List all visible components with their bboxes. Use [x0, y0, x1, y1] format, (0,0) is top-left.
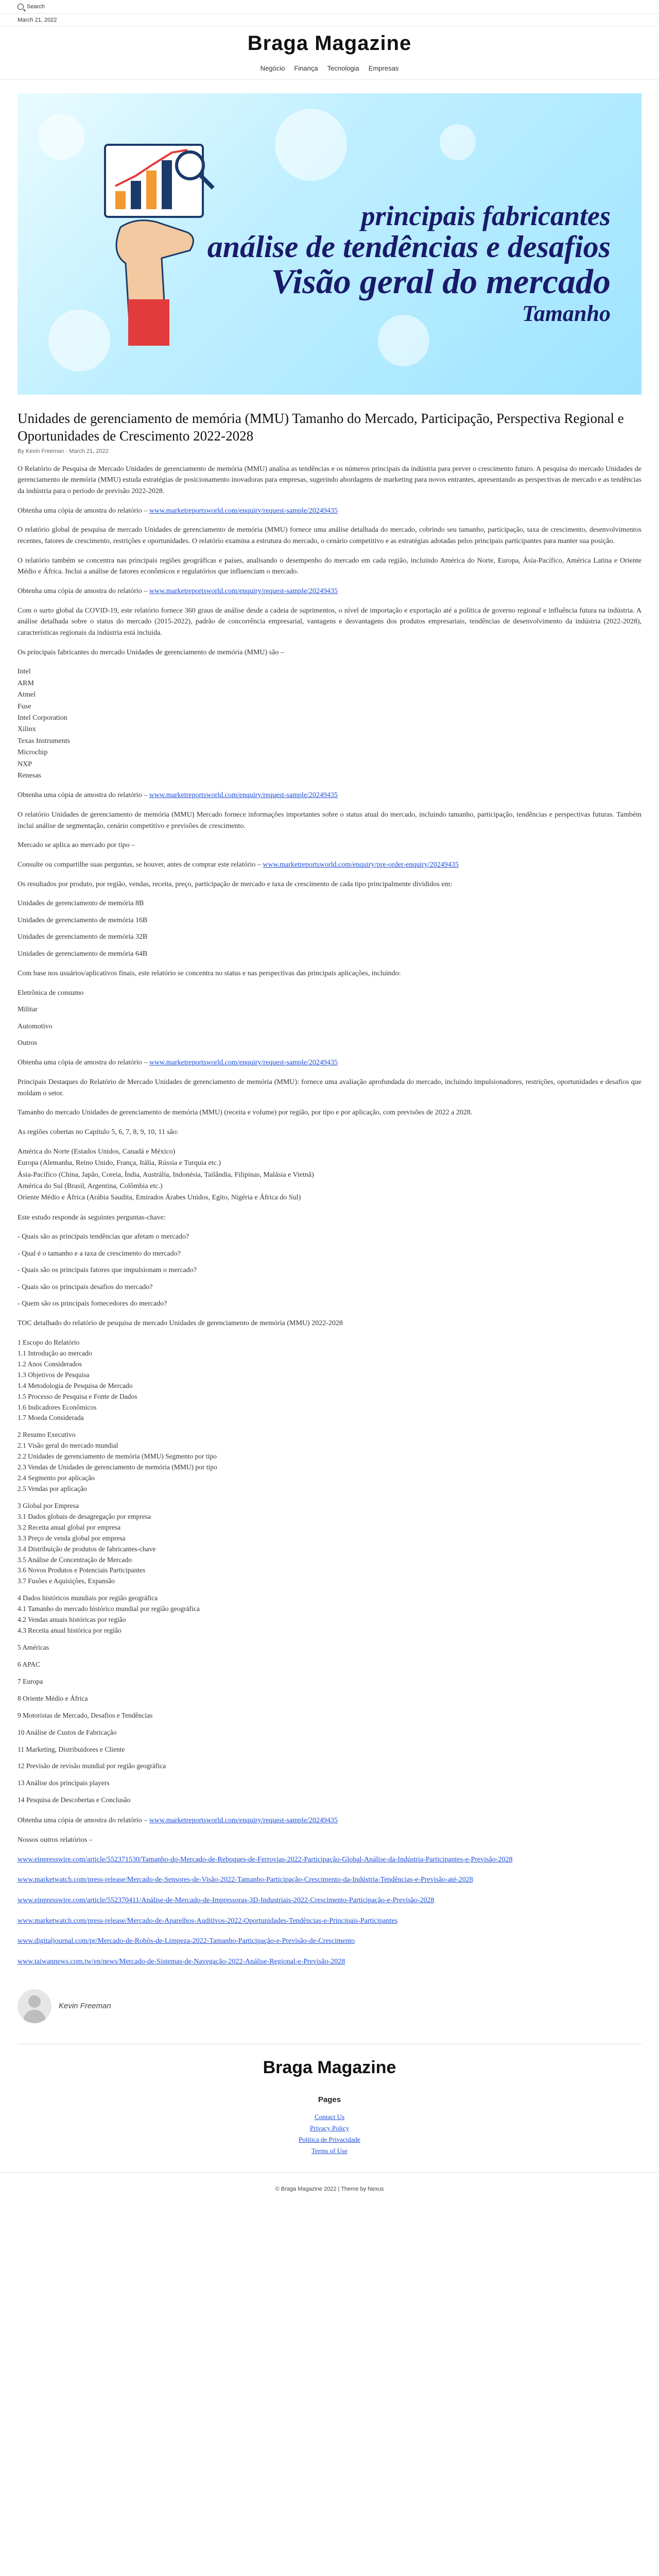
- toc-item: 14 Pesquisa de Descobertas e Conclusão: [18, 1796, 131, 1804]
- current-date: March 21, 2022: [18, 17, 57, 23]
- toc-item: 5 Américas: [18, 1643, 49, 1651]
- toc-item: 4.1 Tamanho do mercado histórico mundial por região geográfica: [18, 1605, 200, 1613]
- sample-request-link[interactable]: www.marketreportsworld.com/enquiry/request-sample/20249435: [149, 1817, 338, 1825]
- toc-item: 1.4 Metodologia de Pesquisa de Mercado: [18, 1381, 133, 1389]
- search-icon[interactable]: [18, 4, 24, 10]
- toc-item: 1.2 Anos Considerados: [18, 1360, 82, 1368]
- nav-item-tecnologia[interactable]: Tecnologia: [327, 64, 359, 72]
- footer-link-privacy[interactable]: Privacy Policy: [309, 2124, 350, 2132]
- sample-request-text: Obtenha uma cópia de amostra do relatório –: [18, 587, 148, 595]
- article-paragraph: Os principais fabricantes do mercado Unidades de gerenciamento de memória (MMU) são –: [18, 648, 284, 656]
- toc-item: 12 Previsão de revisão mundial por região geográfica: [18, 1762, 166, 1770]
- list-item: - Quais são os principais desafios do mercado?: [18, 1283, 153, 1291]
- toc-item: 3.1 Dados globais de desagregação por empresa: [18, 1512, 151, 1520]
- list-item: Unidades de gerenciamento de memória 64B: [18, 950, 148, 958]
- list-item: Intel: [18, 668, 31, 676]
- manufacturers-list: [18, 666, 641, 782]
- article-byline: By Kevin Freeman · March 21, 2022: [18, 448, 109, 454]
- article-paragraph: Mercado se aplica ao mercado por tipo –: [18, 841, 135, 850]
- nav-item-financa[interactable]: Finança: [294, 64, 318, 72]
- hero-text: [207, 201, 611, 326]
- site-header: [0, 27, 659, 59]
- author-box: [18, 1983, 641, 2044]
- footer-pages-heading: Pages: [318, 2095, 341, 2104]
- enquiry-link[interactable]: www.marketreportsworld.com/enquiry/pre-order-enquiry/20249435: [263, 861, 459, 869]
- report-link[interactable]: www.taiwannews.com.tw/en/news/Mercado-de-Sistemas-de-Navegação-2022-Análise-Regional-e-Previsão-2028: [18, 1958, 345, 1965]
- report-link[interactable]: www.marketwatch.com/press-release/Mercado-de-Aparelhos-Auditivos-2022-Oportunidades-Tendências-e-Principais-Participantes: [18, 1917, 398, 1925]
- toc-item: 10 Análise de Custos de Fabricação: [18, 1728, 117, 1736]
- toc-item: 11 Marketing, Distribuidores e Cliente: [18, 1745, 125, 1753]
- sample-request-line: [18, 1057, 641, 1069]
- sample-request-text: Obtenha uma cópia de amostra do relatório –: [18, 506, 148, 515]
- article-paragraph: O relatório também se concentra nas principais regiões geográficas e países, analisando o desempenho do mercado em cada região, incluindo América do Norte, Europa, Ásia-Pacífico, América Latina e Oriente Médio e África. Inclui a análise de fatores econômicos e regulatórios que influenciam o mercado.: [18, 556, 641, 576]
- top-bar: [0, 0, 659, 14]
- toc-item: 4.2 Vendas anuais históricas por região: [18, 1616, 126, 1624]
- avatar[interactable]: [18, 1989, 51, 2023]
- toc-item: 2.4 Segmento por aplicação: [18, 1474, 95, 1482]
- list-item: - Quem são os principais fornecedores do mercado?: [18, 1299, 167, 1308]
- list-item: Outros: [18, 1039, 38, 1047]
- toc-item: 3.2 Receita anual global por empresa: [18, 1523, 121, 1531]
- article-paragraph: Este estudo responde às seguintes perguntas-chave:: [18, 1213, 166, 1222]
- sample-request-text: Obtenha uma cópia de amostra do relatório –: [18, 791, 148, 800]
- toc-item: 1.1 Introdução ao mercado: [18, 1349, 92, 1357]
- toc-item: 2.3 Vendas de Unidades de gerenciamento de memória (MMU) por tipo: [18, 1463, 217, 1471]
- article-paragraph: Tamanho do mercado Unidades de gerenciamento de memória (MMU) (receita e volume) por região, por tipo e por aplicação, com previsões de 2022 a 2028.: [18, 1109, 473, 1117]
- list-item: - Quais são as principais tendências que afetam o mercado?: [18, 1233, 189, 1241]
- sample-request-line: [18, 1815, 641, 1826]
- date-bar: [0, 14, 659, 27]
- article-paragraph: Os resultados por produto, por região, vendas, receita, preço, participação de mercado e taxa de crescimento de cada tipo principalmente divididos em:: [18, 880, 453, 888]
- list-item: Oriente Médio e África (Arábia Saudita, Emirados Árabes Unidos, Egito, Nigéria e África do Sul): [18, 1194, 301, 1202]
- list-item: - Quais são os principais fatores que impulsionam o mercado?: [18, 1266, 197, 1275]
- toc-item: 2.2 Unidades de gerenciamento de memória (MMU) Segmento por tipo: [18, 1452, 217, 1461]
- sample-request-line: [18, 586, 641, 597]
- regions-list: [18, 1146, 641, 1204]
- article-paragraph: Principais Destaques do Relatório de Mercado Unidades de gerenciamento de memória (MMU): fornece uma avaliação aprofundada do mercado, incluindo impulsionadores, restrições, oportunidades e desafios que moldam o setor.: [18, 1078, 641, 1097]
- list-item: Unidades de gerenciamento de memória 8B: [18, 900, 144, 908]
- list-item: Militar: [18, 1006, 38, 1014]
- footer-link-contact[interactable]: Contact Us: [314, 2112, 345, 2121]
- enquiry-line: [18, 859, 641, 871]
- toc-title: TOC detalhado do relatório de pesquisa de mercado Unidades de gerenciamento de memória (MMU) 2022-2028: [18, 1319, 343, 1328]
- footer-link-privacidade[interactable]: Política de Privacidade: [299, 2135, 360, 2143]
- author-name[interactable]: Kevin Freeman: [59, 2002, 111, 2011]
- hero-line-3: Visão geral do mercado: [271, 261, 611, 301]
- toc-item: 6 APAC: [18, 1660, 41, 1668]
- report-link[interactable]: www.einpresswire.com/article/552370411/Análise-de-Mercado-de-Impressoras-3D-Industriais-2022-Crescimento-Participação-e-Previsão-2028: [18, 1896, 435, 1904]
- nav-item-negocio[interactable]: Negócio: [260, 64, 285, 72]
- article-title: Unidades de gerenciamento de memória (MMU) Tamanho do Mercado, Participação, Perspectiva Regional e Oportunidades de Crescimento 2022-2028: [18, 411, 624, 444]
- toc-item: 3.6 Novos Produtos e Potenciais Participantes: [18, 1566, 146, 1574]
- sample-request-line: [18, 790, 641, 801]
- featured-image: [18, 93, 641, 395]
- other-reports-heading: Nossos outros relatórios –: [18, 1836, 93, 1844]
- list-item: Ásia-Pacífico (China, Japão, Coreia, Índia, Austrália, Indonésia, Tailândia, Filipinas, Malásia e Vietnã): [18, 1171, 314, 1179]
- report-link[interactable]: www.einpresswire.com/article/552371530/Tamanho-do-Mercado-de-Reboques-de-Ferrovias-2022-Participação-Global-Análise-da-Indústria-Participantes-e-Previsão-2028: [18, 1855, 513, 1863]
- list-item: Fuse: [18, 702, 31, 710]
- toc-item: 3.5 Análise de Concentração de Mercado: [18, 1555, 132, 1564]
- toc-item: 9 Motoristas de Mercado, Desafios e Tendências: [18, 1711, 153, 1719]
- toc-item: 2.1 Visão geral do mercado mundial: [18, 1442, 118, 1450]
- list-item: Renesas: [18, 771, 41, 779]
- sample-request-text: Obtenha uma cópia de amostra do relatório –: [18, 1059, 148, 1067]
- toc-item: 2.5 Vendas por aplicação: [18, 1484, 87, 1493]
- toc-item: 1.6 Indicadores Econômicos: [18, 1403, 97, 1411]
- article-paragraph: As regiões cobertas no Capítulo 5, 6, 7, 8, 9, 10, 11 são:: [18, 1128, 179, 1137]
- article-paragraph: O Relatório de Pesquisa de Mercado Unidades de gerenciamento de memória (MMU) analisa as tendências e os números principais da indústria para prever o crescimento futuro. A pesquisa do mercado Unidades de gerenciamento de memória (MMU) estuda estratégias de posicionamento inovadoras para empresas, sugerindo abordagens de marketing para novos entrantes, apresentando as perspectivas de mercado e as tendências da indústria para o período de previsão 2022-2028.: [18, 465, 641, 495]
- toc-item: 1.3 Objetivos de Pesquisa: [18, 1370, 90, 1379]
- table-of-contents: [18, 1337, 641, 1806]
- article: [0, 395, 659, 2044]
- toc-item: 13 Análise dos principais players: [18, 1779, 110, 1787]
- list-item: Automotivo: [18, 1022, 53, 1030]
- toc-item: 1.7 Moeda Considerada: [18, 1414, 84, 1422]
- list-item: Xilinx: [18, 725, 36, 734]
- list-item: Europa (Alemanha, Reino Unido, França, Itália, Rússia e Turquia etc.): [18, 1159, 221, 1167]
- toc-item: 4 Dados históricos mundiais por região geográfica: [18, 1594, 158, 1602]
- hand-holding-chart-illustration: [84, 129, 223, 346]
- enquiry-text: Consulte ou compartilhe suas perguntas, se houver, antes de comprar este relatório –: [18, 861, 261, 869]
- list-item: ARM: [18, 679, 34, 687]
- list-item: NXP: [18, 760, 32, 768]
- search-label[interactable]: Search: [27, 4, 45, 10]
- questions-list: [18, 1231, 641, 1310]
- article-paragraph: Com o surto global da COVID-19, este relatório fornece 360 graus de análise desde a cadeia de suprimentos, o nível de importação e exportação até a política de governo regional e influência futura na indústria. A análise detalhada sobre o status do mercado (2015-2022), padrão de concorrência empresarial, vantagens e desvantagens dos produtos empresariais, tendências de desenvolvimento da indústria (2022-2028), características regionais da indústria está incluída.: [18, 606, 641, 637]
- sample-request-link[interactable]: www.marketreportsworld.com/enquiry/request-sample/20249435: [149, 1059, 338, 1067]
- list-item: Unidades de gerenciamento de memória 16B: [18, 916, 148, 924]
- report-link[interactable]: www.digitaljournal.com/pr/Mercado-de-Robôs-de-Limpeza-2022-Tamanho-Participação-e-Previsão-de-Crescimento: [18, 1937, 355, 1945]
- toc-item: 1 Escopo do Relatório: [18, 1338, 80, 1346]
- main-nav: [0, 59, 659, 80]
- segments-list: [18, 898, 641, 960]
- list-item: América do Norte (Estados Unidos, Canadá e México): [18, 1147, 176, 1156]
- copyright: © Braga Magazine 2022 | Theme by Nexus: [0, 2172, 659, 2205]
- sample-request-text: Obtenha uma cópia de amostra do relatório –: [18, 1817, 148, 1825]
- toc-item: 3 Global por Empresa: [18, 1501, 79, 1510]
- hero-line-4: Tamanho: [522, 301, 611, 327]
- toc-item: 3.3 Preço de venda global por empresa: [18, 1534, 126, 1542]
- toc-item: 3.7 Fusões e Aquisições, Expansão: [18, 1577, 115, 1585]
- list-item: - Qual é o tamanho e a taxa de crescimento do mercado?: [18, 1249, 181, 1258]
- hero-line-2: análise de tendências e desafios: [207, 229, 611, 264]
- sample-request-link[interactable]: www.marketreportsworld.com/enquiry/request-sample/20249435: [149, 587, 338, 595]
- article-paragraph: O relatório Unidades de gerenciamento de memória (MMU) Mercado fornece informações importantes sobre o status atual do mercado, incluindo tamanho, participação, tendências e perspectivas futuras. Também inclui análise de segmentação, cenário competitivo e previsões de crescimento.: [18, 811, 641, 830]
- footer-links: [0, 2111, 659, 2157]
- toc-item: 3.4 Distribuição de produtos de fabricantes-chave: [18, 1545, 156, 1553]
- list-item: Texas Instruments: [18, 737, 71, 745]
- sample-request-line: [18, 505, 641, 517]
- list-item: América do Sul (Brasil, Argentina, Colômbia etc.): [18, 1182, 163, 1190]
- footer-title[interactable]: Braga Magazine: [263, 2057, 396, 2077]
- nav-item-empresas[interactable]: Empresas: [368, 64, 399, 72]
- sample-request-link[interactable]: www.marketreportsworld.com/enquiry/request-sample/20249435: [149, 791, 338, 800]
- toc-item: 7 Europa: [18, 1677, 43, 1685]
- article-paragraph: O relatório global de pesquisa de mercado Unidades de gerenciamento de memória (MMU) fornece uma análise detalhada do mercado, cobrindo seu tamanho, participação, taxa de crescimento, desenvolvimentos recentes, fatores de crescimento, restrições e oportunidades. O relatório examina a estrutura do mercado, o cenário competitivo e as estratégias adotadas pelos principais participantes para manter sua posição.: [18, 526, 641, 545]
- article-paragraph: Com base nos usuários/aplicativos finais, este relatório se concentra no status e nas perspectivas das principais aplicações, incluindo:: [18, 970, 401, 978]
- toc-item: 4.3 Receita anual histórica por região: [18, 1626, 122, 1635]
- site-footer: [0, 2044, 659, 2157]
- toc-item: 1.5 Processo de Pesquisa e Fonte de Dados: [18, 1392, 137, 1400]
- toc-item: 8 Oriente Médio e África: [18, 1694, 88, 1702]
- list-item: Eletrônica de consumo: [18, 989, 84, 997]
- sample-request-link[interactable]: www.marketreportsworld.com/enquiry/request-sample/20249435: [149, 506, 338, 515]
- list-item: Atmel: [18, 691, 36, 699]
- report-link[interactable]: www.marketwatch.com/press-release/Mercado-de-Sensores-de-Visão-2022-Tamanho-Participação-Crescimento-da-Indústria-Tendências-e-Previsão-até-2028: [18, 1876, 473, 1884]
- hero-line-1: principais fabricantes: [361, 200, 611, 231]
- other-reports-list: [18, 1854, 641, 1968]
- list-item: Microchip: [18, 749, 48, 757]
- site-title[interactable]: Braga Magazine: [247, 32, 412, 55]
- toc-item: 2 Resumo Executivo: [18, 1431, 76, 1439]
- applications-list: [18, 988, 641, 1049]
- list-item: Intel Corporation: [18, 714, 67, 722]
- list-item: Unidades de gerenciamento de memória 32B: [18, 933, 148, 941]
- footer-link-terms[interactable]: Terms of Use: [311, 2146, 348, 2155]
